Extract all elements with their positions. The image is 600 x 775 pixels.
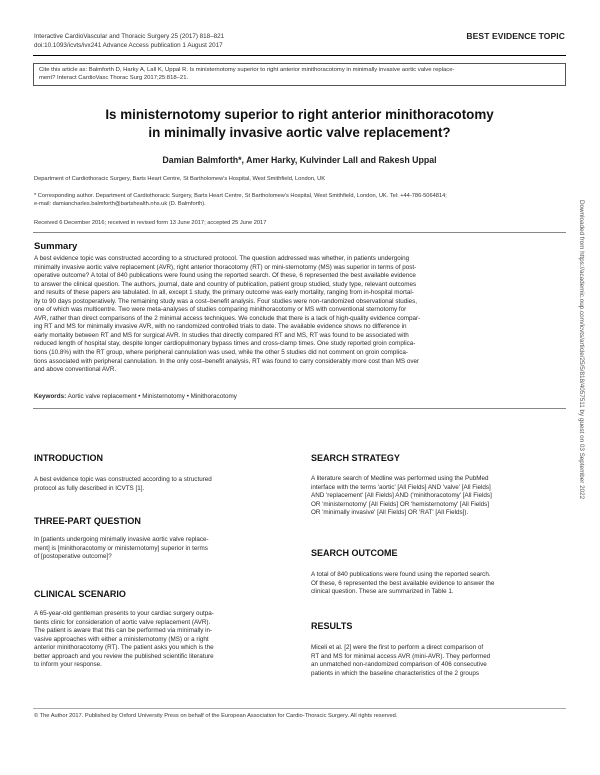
summary-line: A best evidence topic was constructed according to a structured protocol. The question addressed was whether, in patients undergoing (34, 255, 410, 262)
paragraph-line: to inform your response. (34, 661, 102, 669)
paragraph-line: A total of 840 publications were found using the reported search. (311, 571, 491, 578)
introduction-text (34, 476, 288, 493)
paragraph-line: In [patients undergoing minimally invasive aortic valve replace- (34, 536, 209, 543)
results-text (311, 644, 566, 678)
search-outcome-text (311, 571, 566, 597)
summary-line: ing RT and MS for minimally invasive AVR, with no randomized controlled trials to date. The available evidence shows no difference in (34, 323, 407, 331)
summary-heading: Summary (34, 241, 78, 252)
received-dates: Received 6 December 2016; received in revised form 13 June 2017; accepted 25 June 2017 (34, 220, 267, 226)
summary-line: tions associated with peripheral cannulation. In the only cost–benefit analysis, RT was found to carry considerably more cost than MS over (34, 357, 420, 365)
topic-label: BEST EVIDENCE TOPIC (466, 31, 565, 41)
search-outcome-heading: SEARCH OUTCOME (311, 548, 398, 558)
clinical-scenario-text (34, 610, 288, 670)
affiliation: Department of Cardiothoracic Surgery, Barts Heart Centre, St Bartholomew's Hospital, West Smithfield, London, UK (34, 176, 326, 182)
paragraph-line: RT and MS for minimal access AVR (mini-AVR). They performed (311, 652, 491, 660)
article-title (33, 106, 566, 142)
summary-line: and results of these papers are tabulated. In all, except 1 study, the primary outcome was early mortality, ranging from in-hospital mortal- (34, 289, 414, 297)
keywords-text: Aortic valve replacement • Ministernotomy • Minithoracotomy (67, 393, 237, 400)
citation-line-2: ment? Interact CardioVasc Thorac Surg 2017;25:818–21. (39, 75, 189, 81)
correspondence-line-2: e-mail: damiancharles.balmforth@bartshealth.nhs.uk (D. Balmforth). (34, 201, 206, 208)
paragraph-line: better approach and you review the published scientific literature (34, 652, 214, 660)
summary-line: ity to 90 days postoperatively. The remaining study was a cost–benefit analysis. Four studies were non-randomized observational studies, (34, 297, 418, 305)
summary-line: to answer the clinical question. The authors, journal, date and country of publication, patient group studied, study type, relevant outcomes (34, 280, 417, 288)
paragraph-line: A 65-year-old gentleman presents to your cardiac surgery outpa- (34, 610, 214, 617)
paragraph-line: OR 'ministernotomy' [All Fields] OR 'hemisternotomy' [All Fields] (311, 500, 490, 508)
citation-box (33, 63, 566, 86)
paragraph-line: clinical question. These are summarized in Table 1. (311, 588, 454, 596)
paragraph-line: A best evidence topic was constructed according to a structured (34, 476, 212, 483)
paragraph-line: protocol as fully described in ICVTS [1]. (34, 484, 145, 492)
summary-line: and above conventional AVR. (34, 366, 117, 374)
summary-line: minimally invasive aortic valve replacement (AVR), right anterior thoracotomy (RT) or mini-sternotomy (MS) was superior in terms of post- (34, 263, 417, 271)
paragraph-line: an unmatched non-randomized comparison of 406 consecutive (311, 661, 487, 669)
summary-line: tions (10.8%) with the RT group, where peripheral cannulation was used, while the other 5 studies did not comment on groin complica- (34, 349, 408, 357)
paragraph-line: anterior minithoracotomy (RT). The patient asks you which is the (34, 644, 214, 652)
journal-info (34, 32, 224, 50)
summary-line: early mortality between RT and MS for surgical AVR. In studies that directly compared RT and MS, RT was found to be associated with (34, 331, 409, 339)
paragraph-line: OR 'minimally invasive' [All Fields] OR 'RAT' [All Fields]). (311, 509, 469, 517)
paragraph-line: ment] is [minithoracotomy or ministernotomy] superior in terms (34, 544, 208, 552)
summary-line: operative outcome? A total of 840 publications were found using the reported search. Of these, 6 represented the best available evidence (34, 272, 416, 280)
title-line-2: in minimally invasive aortic valve replacement? (148, 125, 451, 140)
paragraph-line: A literature search of Medline was performed using the PubMed (311, 475, 489, 482)
paragraph-line: of [postoperative outcome]? (34, 553, 112, 561)
paragraph-line: tients clinic for consideration of aortic valve replacement (AVR). (34, 618, 211, 626)
search-strategy-text (311, 475, 566, 518)
three-part-question-text (34, 536, 288, 562)
summary-line: reduced length of hospital stay, despite longer cardiopulmonary bypass times and cross-clamp times. One study reported groin complica- (34, 340, 416, 348)
citation-line-1: Cite this article as: Balmforth D, Harky A, Lall K, Uppal R. Is ministernotomy superior to right anterior minithoracotomy in minimally invasive aortic valve replace- (39, 67, 455, 73)
paragraph-line: vasive approaches with either a ministernotomy (MS) or a right (34, 635, 209, 643)
results-heading: RESULTS (311, 621, 353, 631)
paragraph-line: patients in which the baseline characteristics of the 2 groups (311, 669, 480, 677)
search-strategy-heading: SEARCH STRATEGY (311, 453, 400, 463)
paragraph-line: The patient is aware that this can be performed via minimally in- (34, 627, 213, 635)
header-rule (33, 55, 566, 56)
summary-top-rule (33, 232, 566, 233)
summary-line: AVR, rather than direct comparisons of the 2 minimal access techniques. We conclude that there is a lack of high-quality evidence compar- (34, 314, 421, 322)
paragraph-line: Miceli et al. [2] were the first to perform a direct comparison of (311, 644, 484, 651)
introduction-heading: INTRODUCTION (34, 453, 103, 463)
keywords (34, 393, 237, 402)
keywords-label: Keywords: (34, 393, 67, 400)
copyright-footer: © The Author 2017. Published by Oxford University Press on behalf of the European Association for Cardio-Thoracic Surgery. All rights reserved. (34, 713, 398, 719)
correspondence (34, 192, 447, 209)
paragraph-line: AND 'replacement' [All Fields] AND ('minithoracotomy' [All Fields] (311, 492, 492, 500)
journal-line-1: Interactive CardioVascular and Thoracic Surgery 25 (2017) 818–821 (34, 33, 225, 40)
summary-line: one of which was multicentre. Two were meta-analyses of studies comparing minithoracotomy or MS with conventional sternotomy for (34, 306, 407, 314)
correspondence-line-1: * Corresponding author. Department of Cardiothoracic Surgery, Barts Heart Centre, St Bartholomew's Hospital, West Smithfield, London, UK. Tel: +44-786-5064814; (34, 193, 447, 199)
title-line-1: Is ministernotomy superior to right anterior minithoracotomy (105, 107, 494, 122)
paragraph-line: Of these, 6 represented the best available evidence to answer the (311, 579, 495, 587)
download-note: Downloaded from https://academic.oup.com/icvts/article/25/5/818/4057511 by guest on 03 September 2022 (578, 200, 585, 500)
journal-line-2: doi:10.1093/icvts/ivx241 Advance Access publication 1 August 2017 (34, 42, 223, 49)
clinical-scenario-heading: CLINICAL SCENARIO (34, 589, 126, 599)
summary-text (34, 255, 566, 375)
footer-rule (33, 708, 566, 709)
author-list: Damian Balmforth*, Amer Harky, Kulvinder Lall and Rakesh Uppal (162, 155, 437, 165)
paragraph-line: interface with the terms 'aortic' [All Fields] AND 'valve' [All Fields] (311, 483, 491, 491)
three-part-question-heading: THREE-PART QUESTION (34, 516, 141, 526)
summary-bottom-rule (33, 408, 566, 409)
